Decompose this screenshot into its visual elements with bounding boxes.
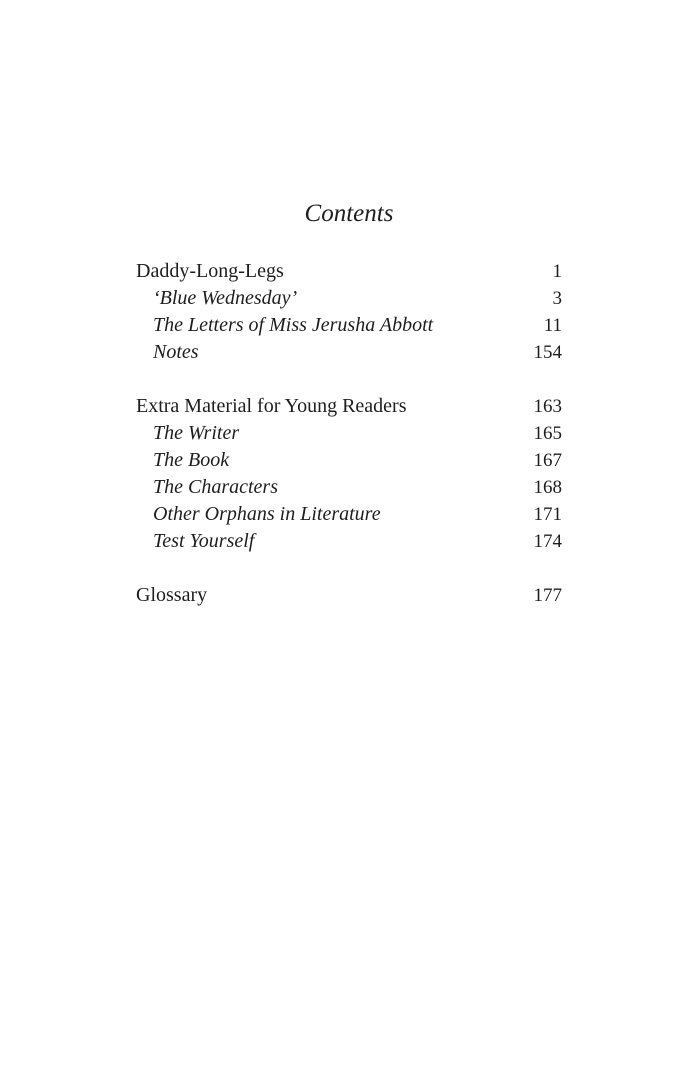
toc-subentry-page: 171 xyxy=(533,504,562,525)
toc-subentry-page: 3 xyxy=(552,288,562,309)
toc-entry-title: Extra Material for Young Readers xyxy=(136,395,407,417)
toc-entry xyxy=(136,393,562,420)
toc-subentry xyxy=(136,285,562,312)
toc-subentry-title: Notes xyxy=(153,341,199,363)
toc-subentry-page: 154 xyxy=(533,342,562,363)
page-title: Contents xyxy=(304,200,394,227)
toc-subentry xyxy=(136,312,562,339)
toc-subentry-page: 168 xyxy=(533,477,562,498)
toc-section-daddy-long-legs xyxy=(136,258,562,366)
table-of-contents xyxy=(136,258,562,636)
toc-entry-page: 1 xyxy=(552,261,562,282)
toc-subentry-title: Other Orphans in Literature xyxy=(153,503,381,525)
toc-subentry-page: 174 xyxy=(533,531,562,552)
toc-entry-page: 177 xyxy=(533,585,562,606)
toc-subentry xyxy=(136,501,562,528)
toc-subentry-title: The Book xyxy=(153,449,230,471)
toc-subentry-title: The Letters of Miss Jerusha Abbott xyxy=(153,314,434,336)
toc-subentry-page: 11 xyxy=(543,315,562,336)
toc-subentry xyxy=(136,447,562,474)
toc-subentry-title: The Writer xyxy=(153,422,240,444)
toc-entry xyxy=(136,582,562,609)
toc-subentry-title: Test Yourself xyxy=(153,530,255,552)
toc-subentry-title: ‘Blue Wednesday’ xyxy=(153,287,298,309)
toc-entry-page: 163 xyxy=(533,396,562,417)
toc-section-glossary xyxy=(136,582,562,609)
toc-subentry-page: 165 xyxy=(533,423,562,444)
toc-subentry-page: 167 xyxy=(533,450,562,471)
toc-section-extra-material xyxy=(136,393,562,555)
toc-subentry xyxy=(136,339,562,366)
toc-subentry xyxy=(136,420,562,447)
toc-entry-title: Glossary xyxy=(136,584,208,606)
toc-subentry xyxy=(136,474,562,501)
toc-entry xyxy=(136,258,562,285)
toc-entry-title: Daddy-Long-Legs xyxy=(136,260,284,282)
toc-subentry-title: The Characters xyxy=(153,476,278,498)
toc-subentry xyxy=(136,528,562,555)
